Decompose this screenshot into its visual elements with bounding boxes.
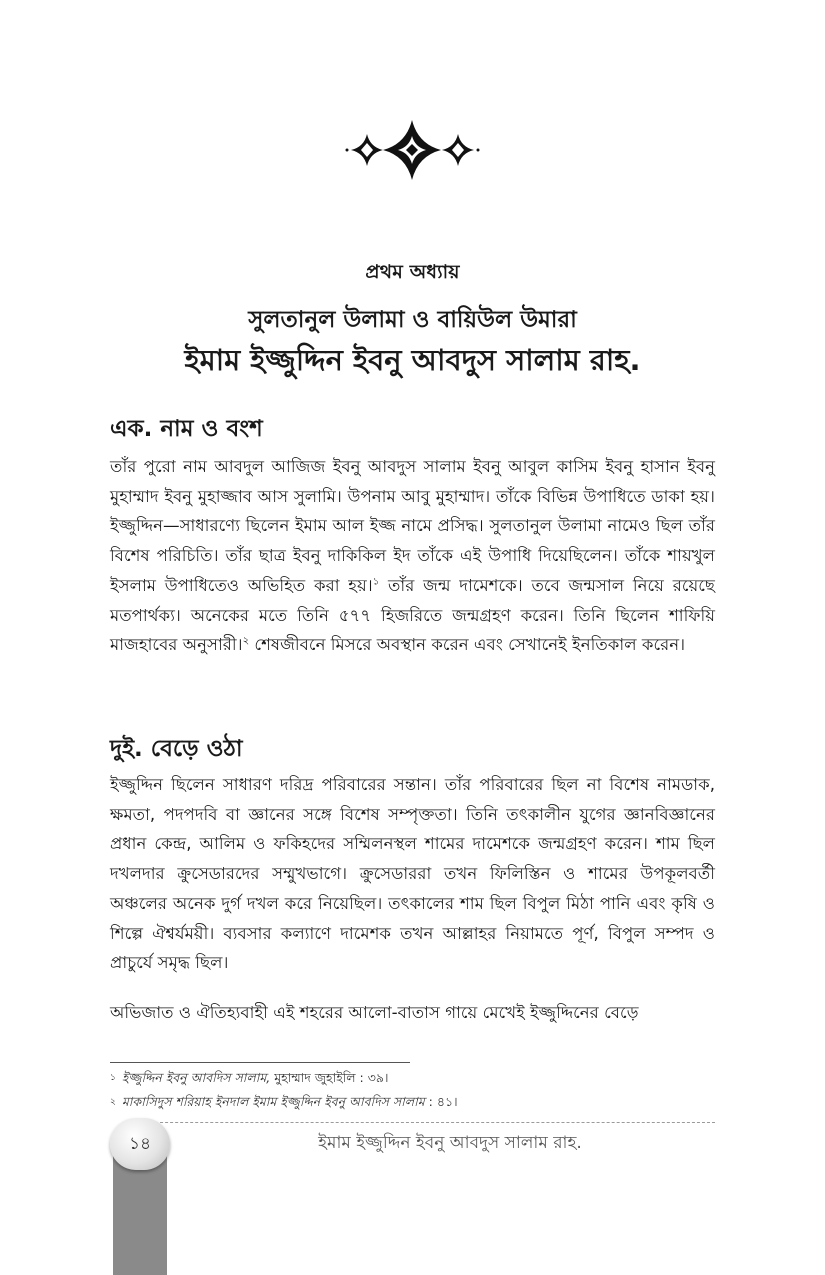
footnote-mark: ২ xyxy=(110,1097,116,1107)
footnote-source-detail: : ৪১। xyxy=(424,1094,458,1109)
section-heading-name-lineage: এক. নাম ও বংশ xyxy=(110,416,263,442)
footnote-1 xyxy=(110,1070,388,1090)
section-heading-upbringing: দুই. বেড়ে ওঠা xyxy=(110,736,243,762)
footnote-mark: ১ xyxy=(110,1073,116,1083)
four-point-star-ornament-icon xyxy=(345,118,480,182)
footnote-2 xyxy=(110,1094,458,1114)
paragraph-text: তাঁর পুরো নাম আবদুল আজিজ ইবনু আবদুস সালাম ইবনু আবুল কাসিম ইবনু হাসান ইবনু মুহাম্মাদ ইবনু মুহাজ্জাব আস সুলামি। উপনাম আবু মুহাম্মাদ। তাঁকে বিভিন্ন উপাধিতে ডাকা হয়। ইজ্জুদ্দিন—সাধারণ্যে ছিলেন ইমাম আল ইজ্জ নামে প্রসিদ্ধ। সুলতানুল উলামা নামেও ছিল তাঁর বিশেষ পরিচিতি। তাঁর ছাত্র ইবনু দাকিকিল ইদ তাঁকে এই উপাধি দিয়েছিলেন। তাঁকে শায়খুল ইসলাম উপাধিতেও অভিহিত করা হয়। xyxy=(110,457,715,595)
page-number: ১৪ xyxy=(110,1118,170,1170)
footnote-ref-2[interactable]: ২ xyxy=(242,635,250,647)
footnote-divider xyxy=(110,1062,410,1063)
chapter-label: প্রথম অধ্যায় xyxy=(365,261,460,283)
footnote-ref-1[interactable]: ১ xyxy=(372,576,380,588)
paragraph-text: শেষজীবনে মিসরে অবস্থান করেন এবং সেখানেই ইনতিকাল করেন। xyxy=(249,635,686,655)
footnote-source-title: ইজ্জুদ্দিন ইবনু আবদিস সালাম, xyxy=(121,1070,271,1085)
paragraph-upbringing: ইজ্জুদ্দিন ছিলেন সাধারণ দরিদ্র পরিবারের সন্তান। তাঁর পরিবারের ছিল না বিশেষ নামডাক, ক্ষমতা, পদপদবি বা জ্ঞানের সঙ্গে বিশেষ সম্পৃক্ততা। তিনি তৎকালীন যুগের জ্ঞানবিজ্ঞানের প্রধান কেন্দ্র, আলিম ও ফকিহদের সম্মিলনস্থল শামের দামেশকে জন্মগ্রহণ করেন। শাম ছিল দখলদার ক্রুসেডারদের সম্মুখভাগে। ক্রুসেডাররা তখন ফিলিস্তিন ও শামের উপকূলবর্তী অঞ্চলের অনেক দুর্গ দখল করে নিয়েছিল। তৎকালের শাম ছিল বিপুল মিঠা পানি এবং কৃষি ও শিল্পে ঐশ্বর্যময়ী। ব্যবসার কল্যাণে দামেশক তখন আল্লাহর নিয়ামতে পূর্ণ, বিপুল সম্পদ ও প্রাচুর্যে সমৃদ্ধ ছিল। xyxy=(110,775,715,973)
footnote-source-title: মাকাসিদুস শরিয়াহ ইনদাল ইমাম ইজ্জুদ্দিন ইবনু আবদিস সালাম xyxy=(121,1094,425,1109)
chapter-subtitle: সুলতানুল উলামা ও বায়িউল উমারা xyxy=(248,307,577,333)
footer-divider xyxy=(140,1122,715,1123)
paragraph-name-lineage xyxy=(110,452,715,660)
running-title: ইমাম ইজ্জুদ্দিন ইবনু আবদুস সালাম রাহ. xyxy=(318,1133,582,1153)
chapter-title: ইমাম ইজ্জুদ্দিন ইবনু আবদুস সালাম রাহ. xyxy=(184,343,641,377)
paragraph-text: তাঁর জন্ম দামেশকে। তবে জন্মসাল নিয়ে রয়েছে মতপার্থক্য। অনেকের মতে তিনি ৫৭৭ হিজরিতে জন্মগ্রহণ করেন। তিনি ছিলেন শাফিয়ি মাজহাবের অনুসারী। xyxy=(110,575,715,655)
paragraph-continuation: অভিজাত ও ঐতিহ্যবাহী এই শহরের আলো-বাতাস গায়ে মেখেই ইজ্জুদ্দিনের বেড়ে xyxy=(110,1003,639,1022)
footnote-source-detail: মুহাম্মাদ জুহাইলি : ৩৯। xyxy=(270,1070,389,1085)
